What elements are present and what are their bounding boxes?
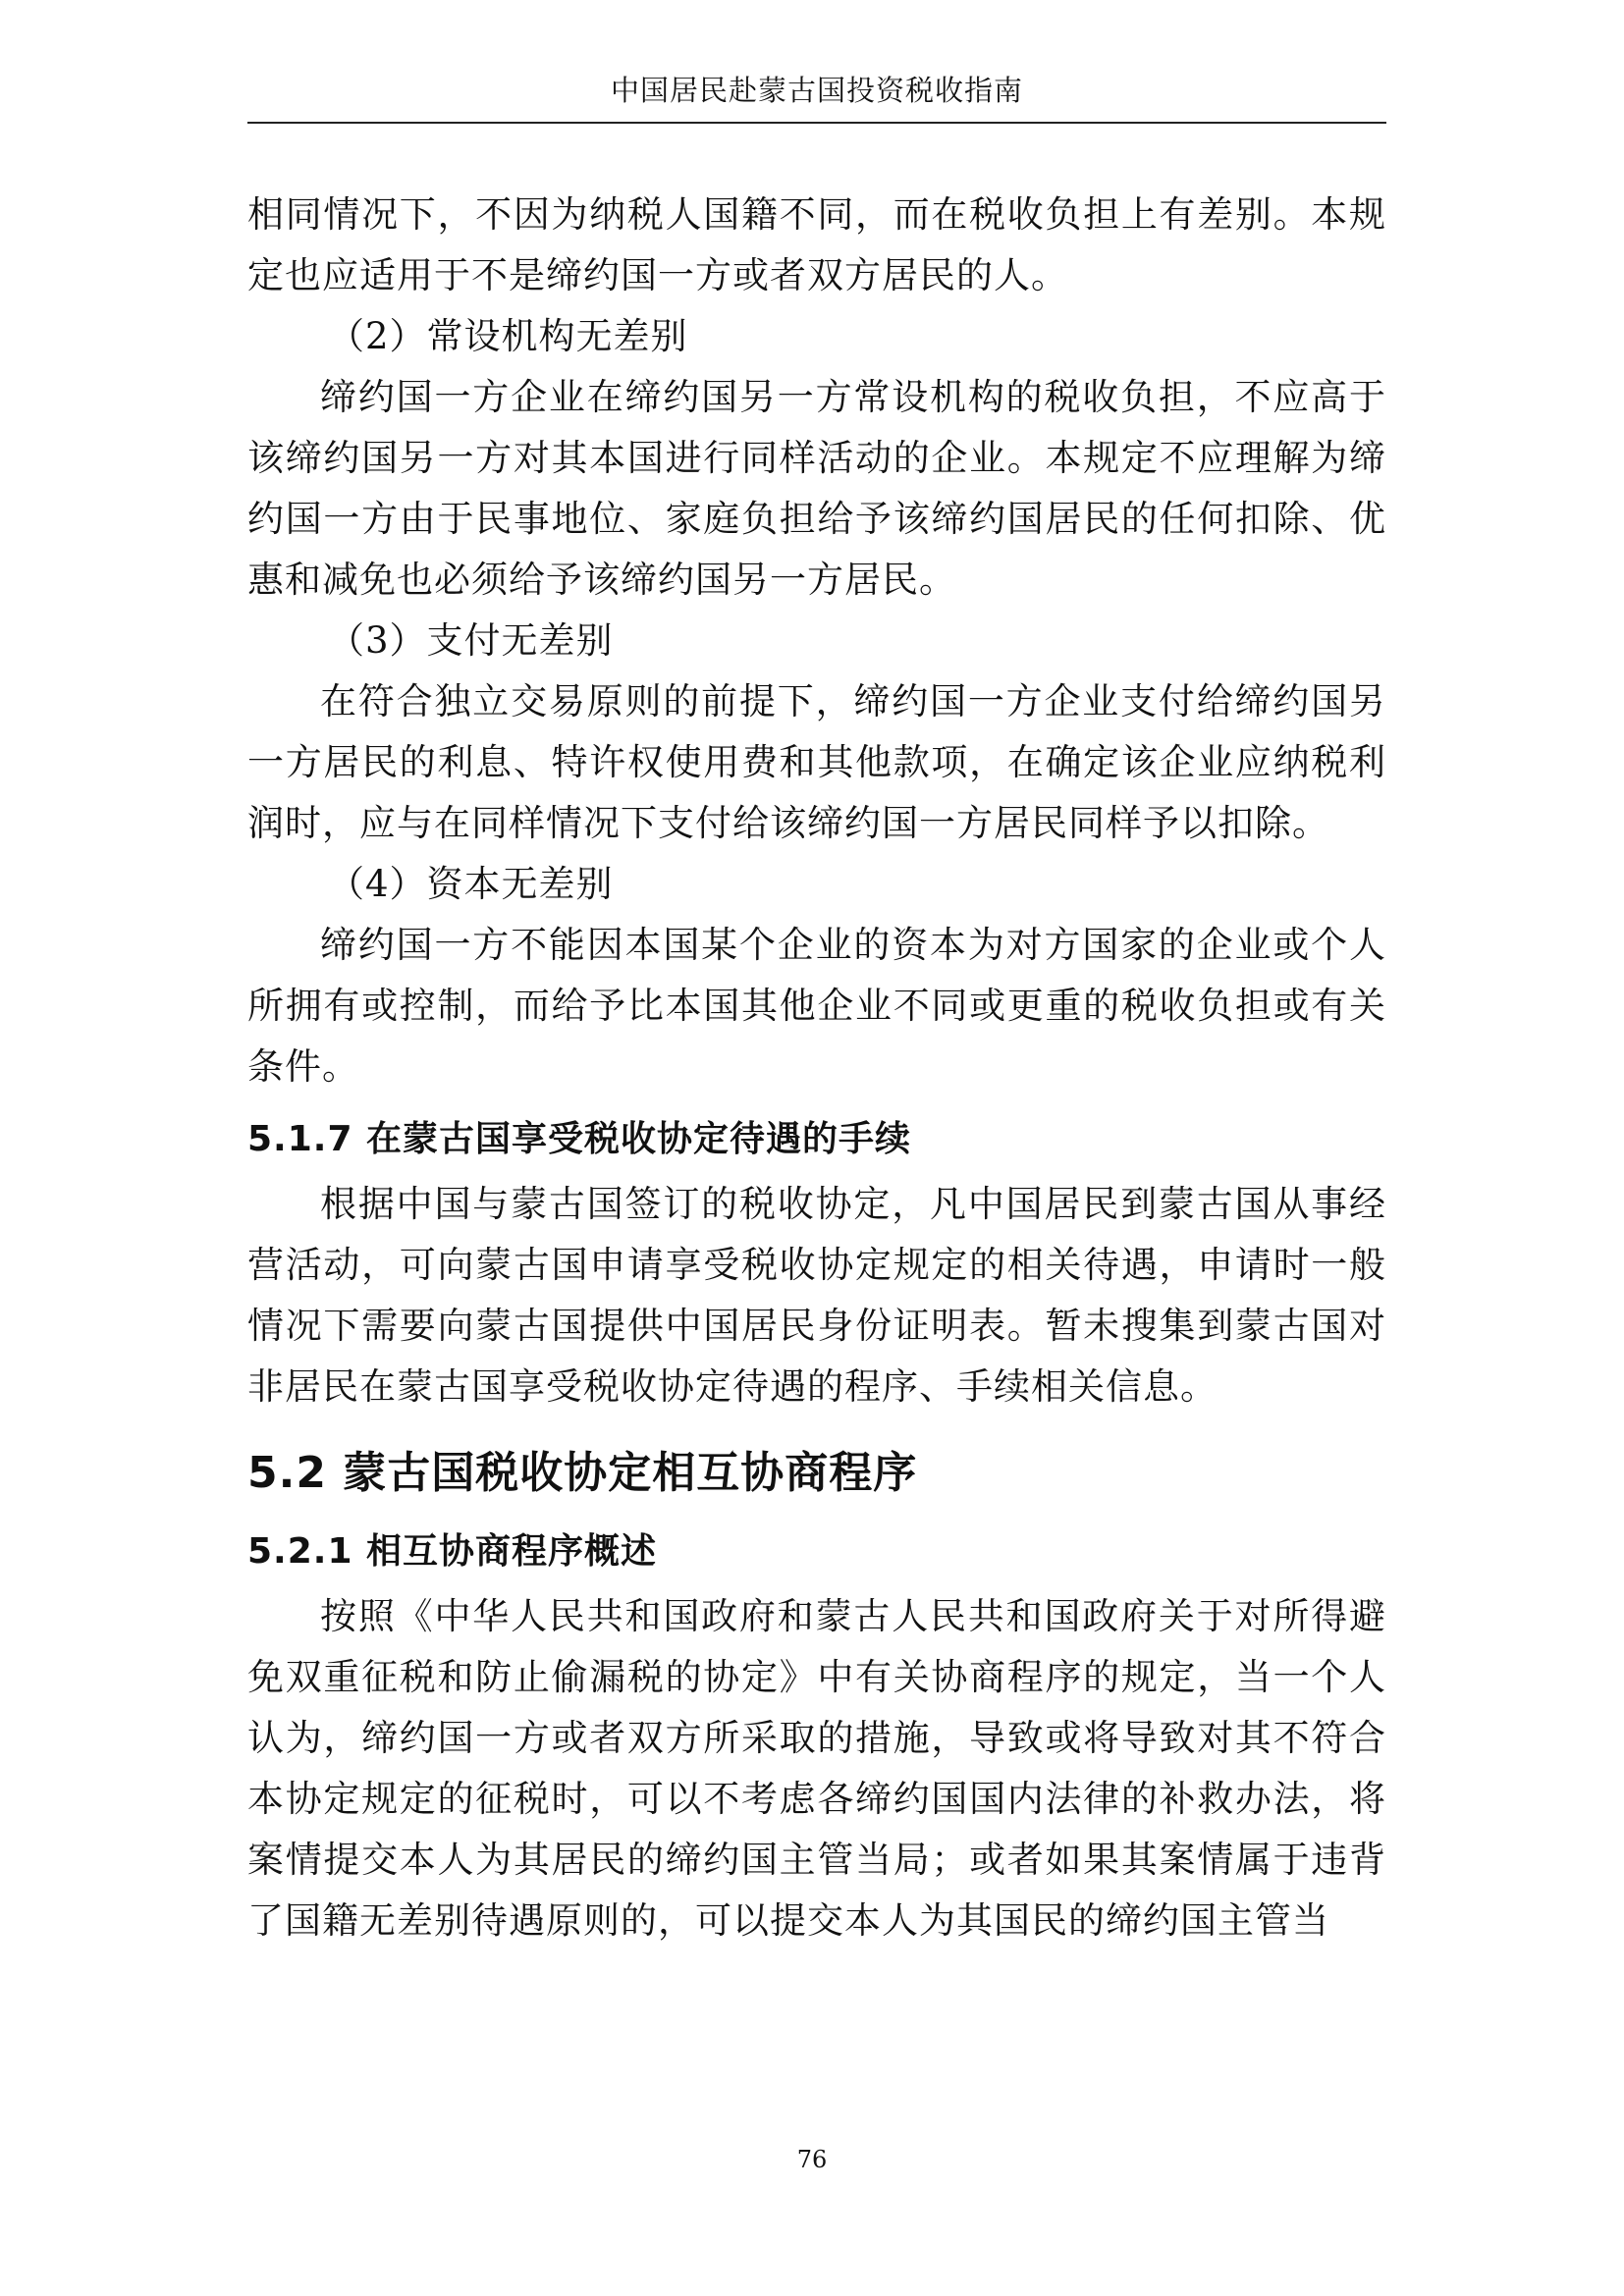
paragraph-mutual-agreement: 按照《中华人民共和国政府和蒙古人民共和国政府关于对所得避免双重征税和防止偷漏税的协定》中有关协商程序的规定，当一个人认为，缔约国一方或者双方所采取的措施，导致或将导致对其不符合本协定规定的征税时，可以不考虑各缔约国国内法律的补救办法，将案情提交本人为其居民的缔约国主管当局；或者如果其案情属于违背了国籍无差别待遇原则的，可以提交本人为其国民的缔约国主管当	[247, 1595, 1386, 1942]
section-heading-5-2: 5.2 蒙古国税收协定相互协商程序	[247, 1448, 918, 1498]
subheading-payment: （3）支付无差别	[328, 619, 614, 662]
subheading-permanent-establishment: （2）常设机构无差别	[328, 315, 688, 357]
paragraph-treaty-procedure: 根据中国与蒙古国签订的税收协定，凡中国居民到蒙古国从事经营活动，可向蒙古国申请享受税收协定规定的相关待遇，申请时一般情况下需要向蒙古国提供中国居民身份证明表。暂未搜集到蒙古国对非居民在蒙古国享受税收协定待遇的程序、手续相关信息。	[247, 1183, 1386, 1408]
paragraph-permanent-establishment: 缔约国一方企业在缔约国另一方常设机构的税收负担，不应高于该缔约国另一方对其本国进行同样活动的企业。本规定不应理解为缔约国一方由于民事地位、家庭负担给予该缔约国居民的任何扣除、优惠和减免也必须给予该缔约国另一方居民。	[247, 376, 1386, 601]
header-title: 中国居民赴蒙古国投资税收指南	[610, 74, 1023, 107]
paragraph-capital: 缔约国一方不能因本国某个企业的资本为对方国家的企业或个人所拥有或控制，而给予比本国其他企业不同或更重的税收负担或有关条件。	[247, 924, 1386, 1088]
page-header	[247, 67, 1386, 124]
paragraph-payment: 在符合独立交易原则的前提下，缔约国一方企业支付给缔约国另一方居民的利息、特许权使用费和其他款项，在确定该企业应纳税利润时，应与在同样情况下支付给该缔约国一方居民同样予以扣除。	[247, 680, 1386, 844]
section-heading-5-1-7: 5.1.7 在蒙古国享受税收协定待遇的手续	[247, 1119, 912, 1159]
subheading-capital: （4）资本无差别	[328, 863, 614, 905]
paragraph-continuation: 相同情况下，不因为纳税人国籍不同，而在税收负担上有差别。本规定也应适用于不是缔约国一方或者双方居民的人。	[247, 193, 1386, 296]
section-heading-5-2-1: 5.2.1 相互协商程序概述	[247, 1531, 658, 1572]
page-number: 76	[796, 2146, 828, 2173]
page-body	[247, 185, 1386, 1951]
